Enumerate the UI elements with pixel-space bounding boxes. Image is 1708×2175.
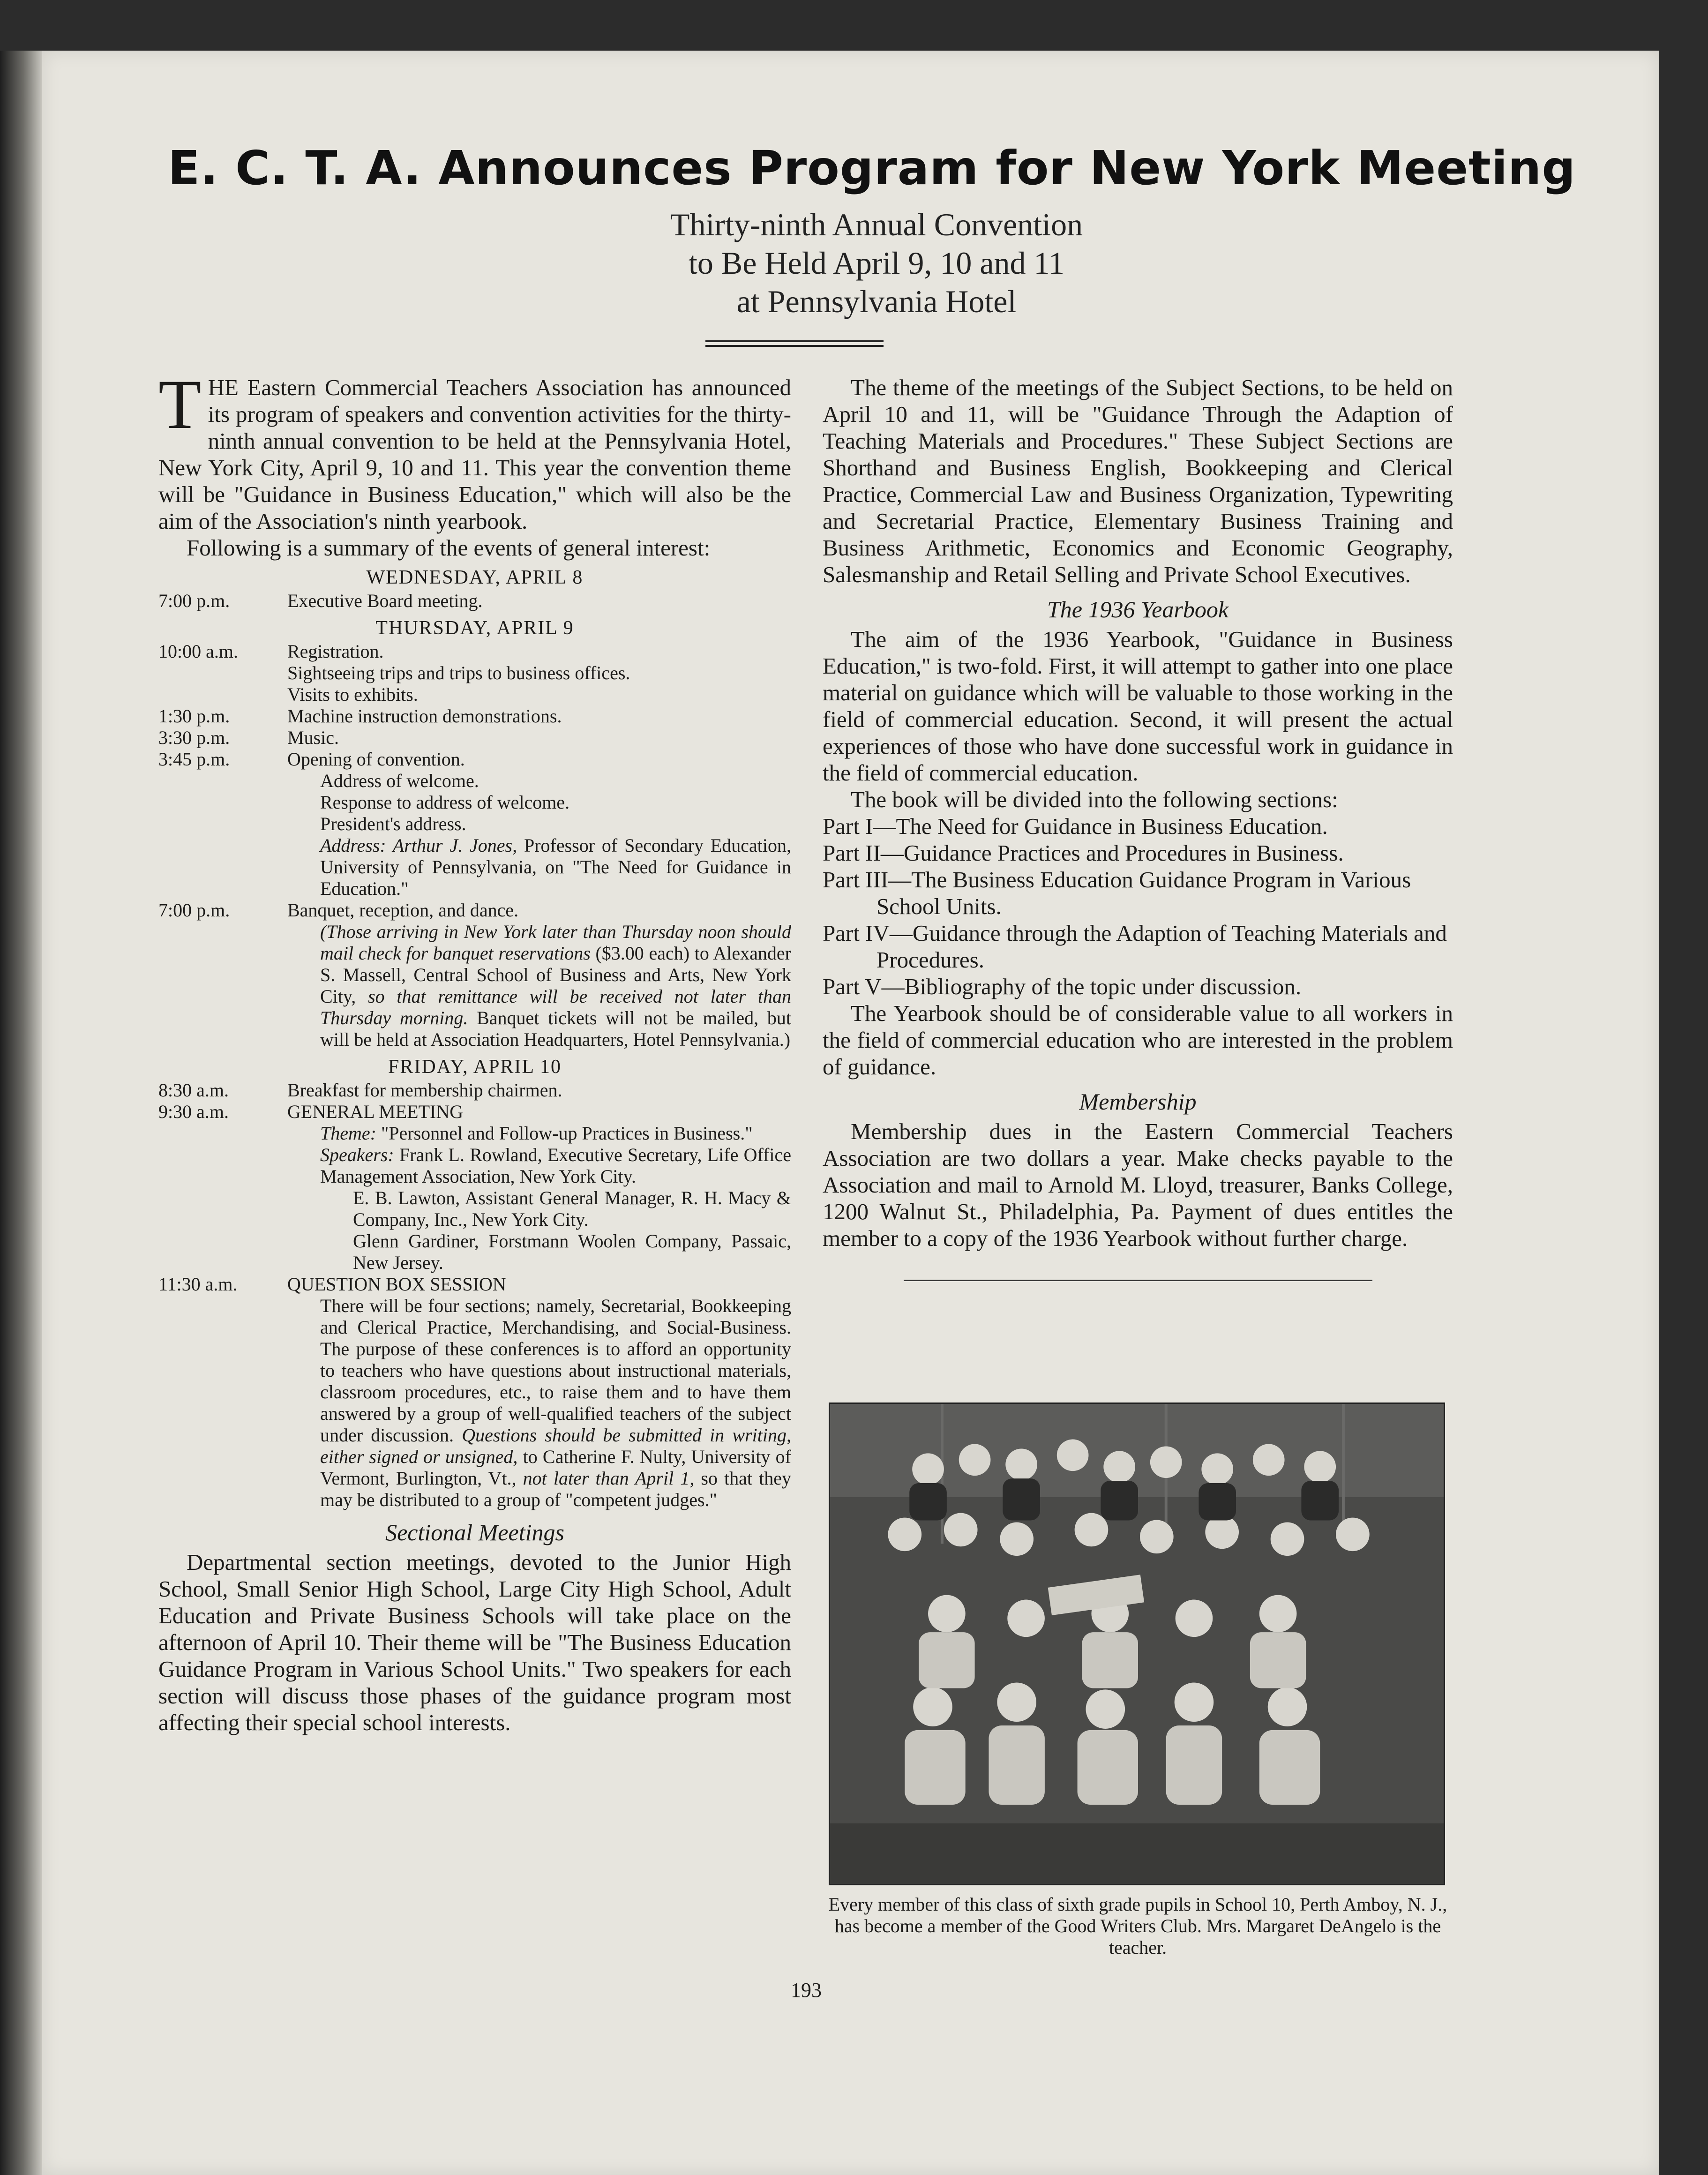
subtitle-line-1: Thirty-ninth Annual Convention <box>670 207 1083 242</box>
event-time: 3:45 p.m. <box>158 749 230 770</box>
subject-sections-paragraph: The theme of the meetings of the Subject Sections, to be held on April 10 and 11, will be "Guidance Through the Adaption of Teaching Materials and Procedures." These Subject Sections are Shorthand and Business English, Bookkeeping and Clerical Practice, Commercial Law and Business Organization, Typewriting and Secretarial Practice, Elementary Business Training and Business Arithmetic, Economics and Economic Geography, Salesmanship and Retail Selling and Private School Executives. <box>823 375 1453 587</box>
intro-text: HE Eastern Commercial Teachers Association has announced its program of speakers and convention activities for the thirty-ninth annual convention to be held at the Pennsylvania Hotel, New York City, April 9, 10 and 11. This year the convention theme will be "Guidance in Business Education," which will also be the aim of the Association's ninth yearbook. <box>158 375 791 534</box>
event-time: 7:00 p.m. <box>158 590 230 611</box>
event-time: 10:00 a.m. <box>158 641 238 662</box>
event-text: Music. <box>287 727 339 748</box>
section-divider <box>904 1280 1372 1281</box>
day-heading-friday: FRIDAY, APRIL 10 <box>388 1056 562 1078</box>
schedule-row <box>158 684 791 705</box>
banquet-note-text: ($3.00 each) to Alexander S. Massell, Central School of Business and Arts, New York City, <box>320 943 791 1007</box>
theme-text: "Personnel and Follow-up Practices in Business." <box>376 1123 753 1144</box>
schedule-row <box>158 662 791 684</box>
yearbook-part: Part II—Guidance Practices and Procedures in Business. <box>823 840 1344 866</box>
schedule-row <box>158 705 791 727</box>
qbox-text: There will be four sections; namely, Secretarial, Bookkeeping and Clerical Practice, Merchandising, and Social-Business. The purpose of these conferences is to afford an opportunity to teachers who have questions about instructional materials, classroom procedures, etc., to raise them and to have them answered by a group of well-qualified teachers of the subject under discussion. <box>320 1295 791 1446</box>
opening-sub-item: Response to address of welcome. <box>320 792 570 813</box>
opening-details <box>287 770 791 900</box>
event-text: Executive Board meeting. <box>287 590 483 611</box>
opening-sub-item: President's address. <box>320 813 466 834</box>
intro-paragraph <box>158 366 791 534</box>
event-time: 8:30 a.m. <box>158 1080 229 1101</box>
schedule-row <box>158 727 791 749</box>
qbox-text: to Catherine F. Nulty, University of Vermont, Burlington, Vt., <box>320 1446 791 1489</box>
event-text: Machine instruction demonstrations. <box>287 705 562 727</box>
event-schedule <box>158 567 791 1511</box>
schedule-row <box>158 770 791 900</box>
event-time: 1:30 p.m. <box>158 705 230 727</box>
day-heading-thursday: THURSDAY, APRIL 9 <box>375 617 574 639</box>
event-time <box>158 684 287 705</box>
page-title: E. C. T. A. Announces Program for New York Meeting <box>168 141 1576 195</box>
section-heading-sectional: Sectional Meetings <box>385 1519 564 1545</box>
class-photo <box>829 1402 1445 1885</box>
event-time <box>158 662 287 684</box>
schedule-row <box>158 641 791 662</box>
meeting-theme <box>287 1123 791 1144</box>
yearbook-part: Part I—The Need for Guidance in Business Education. <box>823 813 1328 839</box>
yearbook-part: Part III—The Business Education Guidance Program in Various School Units. <box>823 867 1411 919</box>
event-text: QUESTION BOX SESSION <box>287 1274 506 1295</box>
section-heading-membership: Membership <box>1079 1088 1197 1115</box>
qbox-text: so that they may be distributed to a group of "competent judges." <box>320 1468 792 1510</box>
intro-followup: Following is a summary of the events of general interest: <box>187 535 711 561</box>
yearbook-paragraph: The aim of the 1936 Yearbook, "Guidance in Business Education," is two-fold. First, it will attempt to gather into one place material on guidance which will be valuable to those working in the field of commercial education. Second, it will present the actual experiences of those who have done successful work in guidance in the field of commercial education. <box>823 626 1453 786</box>
subtitle-line-2: to Be Held April 9, 10 and 11 <box>688 245 1065 281</box>
event-time: 11:30 a.m. <box>158 1274 238 1295</box>
book-spine <box>0 51 42 2175</box>
yearbook-closing: The Yearbook should be of considerable value to all workers in the field of commercial education who are interested in the problem of guidance. <box>823 1000 1453 1080</box>
keynote-address <box>287 835 791 900</box>
photo-caption: Every member of this class of sixth grade pupils in School 10, Perth Amboy, N. J., has become a member of the Good Writers Club. Mrs. Margaret DeAngelo is the teacher. <box>828 1894 1447 1958</box>
event-text: Banquet, reception, and dance. <box>287 900 519 921</box>
event-text: Registration. <box>287 641 384 662</box>
yearbook-part: Part IV—Guidance through the Adaption of Teaching Materials and Procedures. <box>823 920 1447 973</box>
event-text: Visits to exhibits. <box>287 684 418 705</box>
qbox-italic: Questions should be submitted in writing, either signed or unsigned, <box>320 1425 791 1467</box>
yearbook-part: Part V—Bibliography of the topic under discussion. <box>823 974 1302 999</box>
banquet-note <box>287 921 791 1050</box>
address-text: Professor of Secondary Education, University of Pennsylvania, on "The Need for Guidance in Education." <box>320 835 791 899</box>
banquet-note-italic: so that remittance will be received not later than Thursday morning. <box>320 986 792 1028</box>
schedule-row <box>158 590 791 612</box>
speaker-entry: E. B. Lawton, Assistant General Manager, R. H. Macy & Company, Inc., New York City. <box>353 1187 791 1230</box>
qbox-description <box>287 1295 791 1511</box>
speaker-entry: Glenn Gardiner, Forstmann Woolen Company, Passaic, New Jersey. <box>353 1230 791 1273</box>
schedule-row <box>158 1274 791 1511</box>
subtitle-line-3: at Pennsylvania Hotel <box>736 284 1017 319</box>
banquet-note-italic: (Those arriving in New York later than Thursday noon should mail check for banquet reservations <box>320 921 791 964</box>
schedule-row <box>158 1080 791 1101</box>
speaker-text: Frank L. Rowland, Executive Secretary, Life Office Management Association, New York City. <box>320 1144 791 1187</box>
membership-paragraph: Membership dues in the Eastern Commercial Teachers Association are two dollars a year. Make checks payable to the Association and mail to Arnold M. Lloyd, treasurer, Banks College, 1200 Walnut St., Philadelphia, Pa. Payment of dues entitles the member to a copy of the 1936 Yearbook without further charge. <box>823 1118 1453 1251</box>
title-double-rule <box>705 340 884 347</box>
event-text: Opening of convention. <box>287 749 465 770</box>
speakers-label: Speakers: <box>320 1144 394 1165</box>
left-column <box>158 366 792 1736</box>
event-text: Sightseeing trips and trips to business offices. <box>287 662 630 683</box>
opening-sub-item: Address of welcome. <box>320 770 479 791</box>
banquet-note-text: Banquet tickets will not be mailed, but will be held at Association Headquarters, Hotel Pennsylvania.) <box>320 1007 791 1050</box>
subtitle <box>422 205 1331 321</box>
class-photo-image <box>830 1404 1444 1884</box>
event-text: Breakfast for membership chairmen. <box>287 1080 562 1101</box>
yearbook-sections-intro: The book will be divided into the following sections: <box>851 787 1338 812</box>
day-heading-wednesday: WEDNESDAY, APRIL 8 <box>366 567 584 588</box>
event-time: 7:00 p.m. <box>158 900 230 921</box>
page-number: 193 <box>791 1979 822 2002</box>
event-time: 3:30 p.m. <box>158 727 230 748</box>
section-heading-yearbook: The 1936 Yearbook <box>1047 596 1229 622</box>
schedule-row <box>158 749 791 770</box>
schedule-row <box>158 900 791 1050</box>
event-time: 9:30 a.m. <box>158 1101 229 1122</box>
sectional-paragraph: Departmental section meetings, devoted to the Junior High School, Small Senior High School, Large City High School, Adult Education and Private Business Schools will take place on the afternoon of April 10. Their theme will be "The Business Education Guidance Program in Various School Units." Two speakers for each section will discuss those phases of the guidance program most affecting their special school interests. <box>158 1549 791 1735</box>
speaker-entry <box>287 1144 791 1187</box>
right-column <box>823 374 1453 1281</box>
drop-cap: T <box>158 366 202 443</box>
schedule-row <box>158 1101 791 1274</box>
event-text: GENERAL MEETING <box>287 1101 464 1122</box>
address-label: Address: Arthur J. Jones, <box>320 835 517 856</box>
qbox-italic: not later than April 1, <box>523 1468 695 1489</box>
theme-label: Theme: <box>320 1123 376 1144</box>
